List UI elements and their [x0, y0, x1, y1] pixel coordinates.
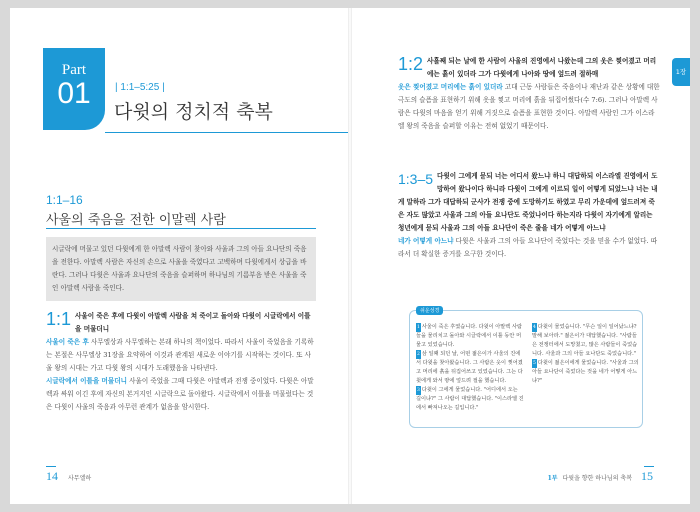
verse-commentary-1-2	[398, 55, 660, 133]
verse-commentary-1-1	[46, 310, 316, 414]
note-number: 3	[417, 388, 420, 393]
notes-tab: 쉬운성경	[416, 306, 443, 315]
verse-commentary-1-3	[398, 170, 660, 261]
verse-text: 다윗이 그에게 묻되 너는 어디서 왔느냐 하니 대답하되 이스라엘 진영에서 도망하여 왔나이다 하니라 다윗이 그에게 이르되 일이 어떻게 되었느냐 너는 내게 말하라 그가 대답하되 군사가 전쟁 중에 도망하기도 하였고 무리 가운데에 엎드러져 죽은 자도 많았고 사울과 그의 아들 요나단도 죽었나이다 하는지라 다윗이 자기에게 알리는 청년에게 묻되 사울과 그의 아들 요나단이 죽은 줄을 네가 어떻게 아느냐	[398, 172, 658, 232]
note-item	[532, 323, 640, 359]
running-footer-text: 다윗을 향한 하나님의 축복	[562, 475, 632, 482]
commentary-text: 다윗은 사울과 그의 아들 요나단이 죽었다는 것을 믿을 수가 없었다. 따라서 더 확실한 증거를 요구한 것이다.	[398, 237, 658, 258]
chapter-tab: 1장	[672, 58, 690, 86]
summary-box: 시글락에 머물고 있던 다윗에게 한 아말렉 사람이 찾아와 사울과 그의 아들 요나단의 죽음을 전한다. 아말렉 사람은 자신의 손으로 사울을 죽였다고 고백하며 다윗에게서 상급을 바란다. 그러나 다윗은 사울과 요나단의 죽음을 슬퍼하며 하나님의 기름부음 받은 사울을 죽인 아말렉 사람을 죽인다.	[46, 237, 316, 301]
part-number: 01	[57, 77, 91, 110]
left-page	[10, 8, 350, 504]
note-number: 2	[417, 352, 420, 357]
commentary-text: 고대 근동 사람들은 죽음이나 재난과 같은 상황에 대한 극도의 슬픔을 표현하기 위해 옷을 찢고 머리에 흙을 뒤집어썼다(수 7:6). 그러나 아말렉 사람은 다윗의 마음을 얻기 위해 거짓으로 슬픔을 표현한 것이다. 아말렉 사람인 그가 이스라엘 왕의 죽음을 슬퍼할 이유는 전혀 없었기 때문이다.	[398, 83, 660, 130]
title-rule	[105, 132, 350, 133]
part-label: Part	[61, 62, 87, 78]
commentary-text: 사울이 죽었을 그때 다윗은 아말렉과 전쟁 중이었다. 다윗은 아말렉과 싸워 이긴 후에 자신의 본거지인 시글락으로 돌아왔다. 시글락에서 이틀을 머물렀다는 것은 다윗이 사울의 죽음과 아무런 관계가 없음을 암시한다.	[46, 377, 314, 411]
note-text: 다윗이 물었습니다. "무슨 일이 일어났느냐? 말해 보아라." 젊은이가 대답했습니다. "사람들은 전쟁터에서 도망쳤고, 많은 사람들이 죽었습니다. 사울과 그의 아들 요나단도 죽었습니다."	[532, 324, 638, 357]
verse-number: 1:2	[398, 54, 424, 74]
note-item	[416, 386, 524, 413]
note-number: 5	[533, 361, 536, 366]
section-title: 사울의 죽음을 전한 이말렉 사람	[46, 213, 226, 228]
notes-column-1	[416, 323, 524, 413]
running-footer	[548, 473, 632, 482]
verse-number: 1:1	[46, 309, 72, 329]
verse-text: 사울이 죽은 후에 다윗이 아말렉 사람을 쳐 죽이고 돌아와 다윗이 시글락에서 이틀을 머물더니	[75, 312, 311, 333]
commentary-text: 사무엘상과 사무엘하는 본래 하나의 책이었다. 따라서 사울이 죽었음을 기록하는 본절은 사무엘상 31장을 요약하여 이것과 관계된 새로운 이야기를 시작하는 것이다. 또 사울 왕의 시대는 가고 다윗 왕의 시대가 도래했음을 나타낸다.	[46, 338, 314, 372]
highlight-phrase: 시글락에서 이틀을 머물더니	[46, 377, 128, 385]
right-page	[350, 8, 690, 504]
verse-text: 사흘째 되는 날에 한 사람이 사울의 진영에서 나왔는데 그의 옷은 찢어졌고 머리에는 흙이 있더라 그가 다윗에게 나아와 땅에 엎드려 절하매	[427, 57, 657, 78]
chapter-range: | 1:1–5:25 |	[115, 82, 165, 93]
book-spread	[10, 8, 690, 504]
verse-number: 1:3–5	[398, 171, 434, 187]
note-text: 다윗이 그에게 물었습니다. "어디에서 오는 길이냐?" 그 사람이 대답했습니다. "이스라엘 진에서 빠져나오는 길입니다."	[416, 387, 524, 411]
highlight-phrase: 옷은 찢어졌고 머리에는 흙이 있더라	[398, 83, 503, 91]
page-number: 15	[641, 469, 653, 483]
easy-bible-box	[409, 310, 643, 428]
footer-rule	[46, 466, 56, 467]
note-text: 사울이 죽은 후였습니다. 다윗이 아말렉 사람들을 물리치고 돌아와 시글락에서 이틀 동안 머물고 있었습니다.	[416, 324, 522, 348]
notes-column-2	[532, 323, 640, 386]
page-number: 14	[46, 469, 58, 483]
note-item	[532, 359, 640, 386]
note-number: 1	[417, 325, 420, 330]
note-text: 다윗이 젊은이에게 물었습니다. "사울과 그의 아들 요나단이 죽었다는 것을 네가 어떻게 아느냐?"	[532, 360, 639, 384]
highlight-phrase: 네가 어떻게 아느냐	[398, 237, 454, 245]
note-number: 4	[533, 325, 536, 330]
section-reference: 1:1–16	[46, 193, 83, 207]
section-rule	[46, 228, 316, 229]
note-item	[416, 350, 524, 386]
highlight-phrase: 사울이 죽은 후	[46, 338, 89, 346]
part-badge	[43, 48, 105, 130]
note-text: 삼 일째 되던 날, 어떤 젊은이가 사울의 진에서 다윗을 찾아왔습니다. 그 사람은 옷이 찢어졌고 머리에 흙을 뒤집어쓰고 있었습니다. 그는 다윗에게 와서 땅에 엎드려 절을 했습니다.	[416, 351, 523, 384]
note-item	[416, 323, 524, 350]
running-footer: 사무엘하	[68, 475, 92, 482]
footer-rule	[644, 466, 654, 467]
part-title: 다윗의 정치적 축복	[114, 101, 273, 123]
part-label-footer: 1부	[547, 475, 558, 482]
